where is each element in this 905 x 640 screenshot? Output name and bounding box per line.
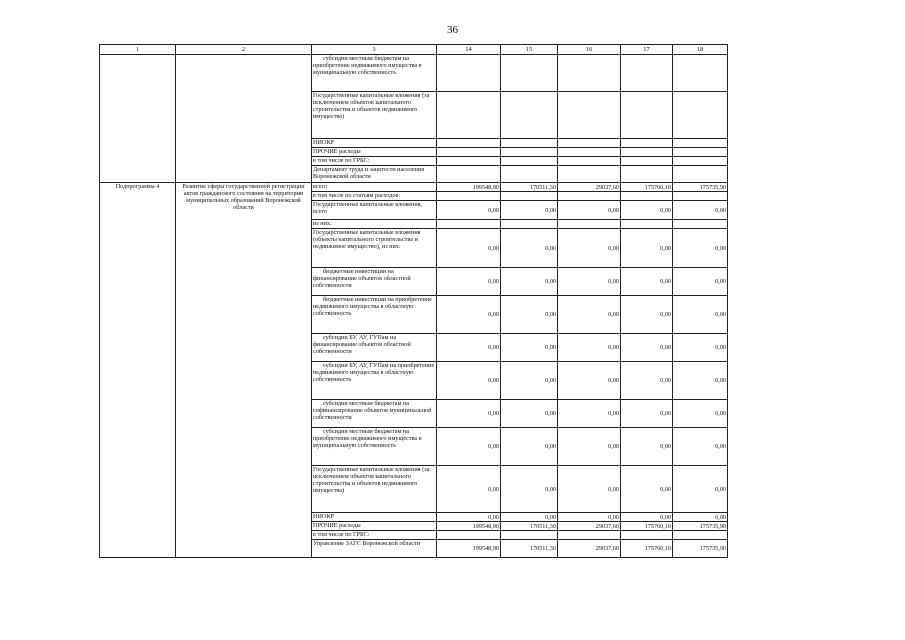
- value-cell: [501, 220, 558, 229]
- value-cell: 0,00: [437, 400, 501, 428]
- value-cell: [558, 157, 621, 166]
- value-cell: [621, 139, 673, 148]
- value-cell: 0,00: [558, 229, 621, 268]
- value-cell: [558, 92, 621, 139]
- value-cell: 0,00: [558, 400, 621, 428]
- row-label: Управление ЗАГС Воронежской области: [312, 540, 437, 558]
- value-cell: 0,00: [621, 229, 673, 268]
- value-cell: 0,00: [501, 362, 558, 400]
- value-cell: [673, 139, 728, 148]
- value-cell: 0,00: [673, 400, 728, 428]
- value-cell: [501, 139, 558, 148]
- table-row: [100, 55, 728, 92]
- value-cell: 0,00: [621, 466, 673, 513]
- value-cell: [437, 531, 501, 540]
- value-cell: [673, 220, 728, 229]
- row-label: субсидии БУ, АУ, ГУПам на приобретение недвижимого имущества в областную собственность: [312, 362, 437, 400]
- value-cell: 0,00: [621, 513, 673, 522]
- value-cell: 0,00: [501, 268, 558, 296]
- row-label: НИОКР: [312, 139, 437, 148]
- value-cell: [501, 531, 558, 540]
- value-cell: 0,00: [673, 513, 728, 522]
- row-label: субсидии БУ, АУ, ГУПам на финансирование объектов областной собственности: [312, 334, 437, 362]
- row-label: НИОКР: [312, 513, 437, 522]
- value-cell: 0,00: [501, 334, 558, 362]
- value-cell: 0,00: [558, 334, 621, 362]
- row-label: бюджетные инвестиции на финансирование объектов областной собственности: [312, 268, 437, 296]
- value-cell: 0,00: [558, 296, 621, 334]
- value-cell: [501, 55, 558, 92]
- row-label: субсидии местным бюджетам на приобретение недвижимого имущества в муниципальную собственность: [312, 55, 437, 92]
- value-cell: [558, 220, 621, 229]
- value-cell: 199548,90: [437, 522, 501, 531]
- value-cell: [558, 139, 621, 148]
- header-cell: 17: [621, 45, 673, 55]
- value-cell: [437, 166, 501, 183]
- row-label: в том числе по ГРБС:: [312, 157, 437, 166]
- row-label: всего: [312, 183, 437, 192]
- value-cell: 0,00: [558, 428, 621, 466]
- value-cell: [558, 148, 621, 157]
- value-cell: 0,00: [558, 268, 621, 296]
- value-cell: 0,00: [621, 334, 673, 362]
- value-cell: 29037,60: [558, 183, 621, 192]
- row-label: Государственные капитальные вложения (за исключением объектов капитального строительства и объектов недвижимого имущества): [312, 466, 437, 513]
- value-cell: 170511,30: [501, 183, 558, 192]
- budget-table: [99, 44, 728, 558]
- header-cell: 1: [100, 45, 176, 55]
- value-cell: 175735,90: [673, 183, 728, 192]
- header-cell: 18: [673, 45, 728, 55]
- value-cell: 0,00: [673, 362, 728, 400]
- value-cell: [437, 148, 501, 157]
- value-cell: [437, 139, 501, 148]
- value-cell: 0,00: [621, 362, 673, 400]
- subprogram-code: Подпрограмма 4: [100, 183, 176, 558]
- value-cell: 0,00: [621, 400, 673, 428]
- value-cell: 0,00: [558, 201, 621, 220]
- value-cell: 0,00: [501, 428, 558, 466]
- value-cell: 170511,30: [501, 522, 558, 531]
- row-label: бюджетные инвестиции на приобретение недвижимого имущества в областную собственность: [312, 296, 437, 334]
- header-cell: 15: [501, 45, 558, 55]
- value-cell: [621, 157, 673, 166]
- value-cell: [501, 166, 558, 183]
- header-cell: 2: [176, 45, 312, 55]
- value-cell: 0,00: [621, 428, 673, 466]
- row-label: ПРОЧИЕ расходы: [312, 522, 437, 531]
- value-cell: [673, 92, 728, 139]
- value-cell: 0,00: [673, 229, 728, 268]
- header-cell: 3: [312, 45, 437, 55]
- value-cell: 0,00: [501, 466, 558, 513]
- value-cell: 199548,90: [437, 183, 501, 192]
- header-cell: 16: [558, 45, 621, 55]
- value-cell: [673, 531, 728, 540]
- value-cell: 0,00: [673, 201, 728, 220]
- row-label: Государственные капитальные вложения (объекты капитального строительства и недвижимое имущество), из них:: [312, 229, 437, 268]
- row-label: в том числе по ГРБС:: [312, 531, 437, 540]
- value-cell: 0,00: [437, 268, 501, 296]
- value-cell: [501, 157, 558, 166]
- value-cell: 0,00: [673, 268, 728, 296]
- value-cell: [558, 192, 621, 201]
- empty-cell: [100, 55, 176, 183]
- value-cell: 0,00: [501, 296, 558, 334]
- header-row: [100, 45, 728, 55]
- subprogram-name: Развитие сферы государственной регистрации актов гражданского состояния на территории муниципальных образований Воронежской области: [176, 183, 312, 558]
- row-label: субсидии местным бюджетам на приобретение недвижимого имущества в муниципальную собственность: [312, 428, 437, 466]
- value-cell: 0,00: [501, 513, 558, 522]
- value-cell: [621, 148, 673, 157]
- empty-cell: [176, 55, 312, 183]
- value-cell: 29037,60: [558, 540, 621, 558]
- row-label: Департамент труда и занятости населения Воронежской области: [312, 166, 437, 183]
- value-cell: [437, 157, 501, 166]
- value-cell: 0,00: [437, 513, 501, 522]
- value-cell: 0,00: [437, 296, 501, 334]
- value-cell: [501, 192, 558, 201]
- value-cell: 0,00: [673, 334, 728, 362]
- value-cell: 175735,90: [673, 540, 728, 558]
- value-cell: 0,00: [437, 229, 501, 268]
- value-cell: 0,00: [437, 466, 501, 513]
- row-label: ПРОЧИЕ расходы: [312, 148, 437, 157]
- value-cell: 29037,60: [558, 522, 621, 531]
- value-cell: 0,00: [673, 466, 728, 513]
- value-cell: 0,00: [673, 428, 728, 466]
- value-cell: 0,00: [437, 362, 501, 400]
- row-label: Государственные капитальные вложения (за исключением объектов капитального строительства и объектов недвижимого имущества): [312, 92, 437, 139]
- value-cell: 0,00: [558, 362, 621, 400]
- value-cell: 175735,90: [673, 522, 728, 531]
- value-cell: [437, 92, 501, 139]
- value-cell: [437, 192, 501, 201]
- value-cell: 175760,10: [621, 183, 673, 192]
- value-cell: 0,00: [673, 296, 728, 334]
- value-cell: 0,00: [437, 334, 501, 362]
- value-cell: 199548,90: [437, 540, 501, 558]
- value-cell: [558, 166, 621, 183]
- value-cell: 0,00: [558, 466, 621, 513]
- value-cell: [621, 55, 673, 92]
- value-cell: 0,00: [437, 428, 501, 466]
- page-number: 36: [447, 24, 458, 36]
- value-cell: [673, 157, 728, 166]
- value-cell: [558, 531, 621, 540]
- value-cell: [501, 92, 558, 139]
- value-cell: 0,00: [621, 296, 673, 334]
- value-cell: [501, 148, 558, 157]
- value-cell: [673, 166, 728, 183]
- value-cell: 175760,10: [621, 522, 673, 531]
- value-cell: 0,00: [437, 201, 501, 220]
- value-cell: 0,00: [501, 400, 558, 428]
- row-label: субсидии местным бюджетам на софинансирование объектов муниципальной собственности: [312, 400, 437, 428]
- value-cell: [673, 192, 728, 201]
- value-cell: 170511,30: [501, 540, 558, 558]
- value-cell: [558, 55, 621, 92]
- value-cell: [621, 166, 673, 183]
- value-cell: [621, 92, 673, 139]
- row-label: в том числе по статьям расходов:: [312, 192, 437, 201]
- value-cell: [621, 192, 673, 201]
- value-cell: [437, 220, 501, 229]
- header-cell: 14: [437, 45, 501, 55]
- value-cell: [437, 55, 501, 92]
- table-row: [100, 183, 728, 192]
- value-cell: 0,00: [501, 229, 558, 268]
- value-cell: 0,00: [621, 201, 673, 220]
- value-cell: 0,00: [558, 513, 621, 522]
- row-label: из них:: [312, 220, 437, 229]
- value-cell: [673, 148, 728, 157]
- value-cell: [673, 55, 728, 92]
- row-label: Государственные капитальные вложения, всего: [312, 201, 437, 220]
- value-cell: 175760,10: [621, 540, 673, 558]
- value-cell: [621, 220, 673, 229]
- value-cell: 0,00: [501, 201, 558, 220]
- value-cell: 0,00: [621, 268, 673, 296]
- value-cell: [621, 531, 673, 540]
